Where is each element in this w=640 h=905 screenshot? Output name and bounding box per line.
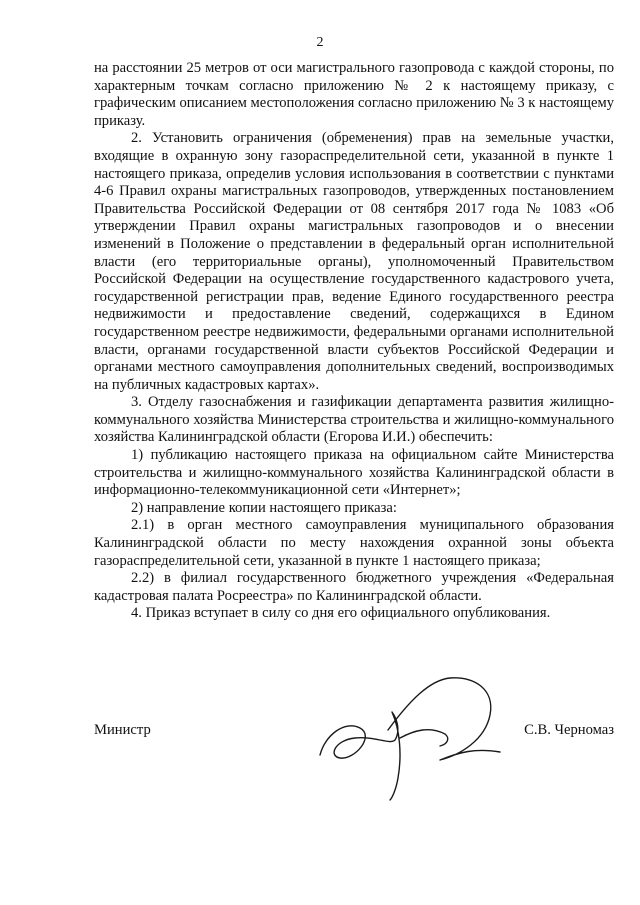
paragraph-continuation: на расстоянии 25 метров от оси магистрального газопровода с каждой стороны, по характерным точкам согласно приложению № 2 к настоящему приказу, с графическим описанием местоположения согласно приложению № 3 к настоящему приказу. bbox=[94, 60, 614, 129]
paragraph-subitem-2: 2) направление копии настоящего приказа: bbox=[131, 499, 397, 516]
paragraph-subitem-2-2: 2.2) в филиал государственного бюджетного учреждения «Федеральная кадастровая палата Росреестра» по Калининградской области. bbox=[94, 570, 614, 604]
document-body bbox=[94, 60, 614, 623]
signature-stroke-loop bbox=[388, 678, 500, 760]
signature-stroke-main bbox=[320, 712, 400, 800]
signatory-position: Министр bbox=[94, 722, 151, 738]
paragraph-subitem-1: 1) публикацию настоящего приказа на официальном сайте Министерства строительства и жилищно-коммунального хозяйства Калининградской области в информационно-телекоммуникационной сети «Интернет»; bbox=[94, 447, 614, 499]
handwritten-signature bbox=[300, 660, 540, 810]
signature-stroke-tail bbox=[400, 730, 448, 746]
paragraph-subitem-2-1: 2.1) в орган местного самоуправления муниципального образования Калининградской области по месту нахождения охранной зоны объекта газораспределительной сети, указанной в пункте 1 настоящего приказа; bbox=[94, 517, 614, 569]
paragraph-item-3: 3. Отделу газоснабжения и газификации департамента развития жилищно-коммунального хозяйства Министерства строительства и жилищно-коммунального хозяйства Калининградской области (Егорова И.И.) обеспечить: bbox=[94, 394, 614, 446]
signatory-name: С.В. Черномаз bbox=[524, 722, 614, 738]
paragraph-item-2: 2. Установить ограничения (обременения) прав на земельные участки, входящие в охранную зону газораспределительной сети, указанной в пункте 1 настоящего приказа, определив условия использования в соответствии с пунктами 4-6 Правил охраны магистральных газопроводов, утвержденных постановлением Правительства Российской Федерации от 08 сентября 2017 года № 1083 «Об утверждении Правил охраны магистральных газопроводов и о внесении изменений в Положение о представлении в федеральный орган исполнительной власти (его территориальные органы), уполномоченный Правительством Российской Федерации на осуществление государственного кадастрового учета, государственной регистрации прав, ведение Единого государственного реестра недвижимости и предоставление сведений, содержащихся в Едином государственном реестре недвижимости, федеральными органами исполнительной власти, органами государственной власти субъектов Российской Федерации и органами местного самоуправления дополнительных сведений, воспроизводимых на публичных кадастровых картах». bbox=[94, 130, 614, 393]
page-number: 2 bbox=[316, 35, 324, 50]
paragraph-item-4: 4. Приказ вступает в силу со дня его официального опубликования. bbox=[131, 605, 551, 622]
